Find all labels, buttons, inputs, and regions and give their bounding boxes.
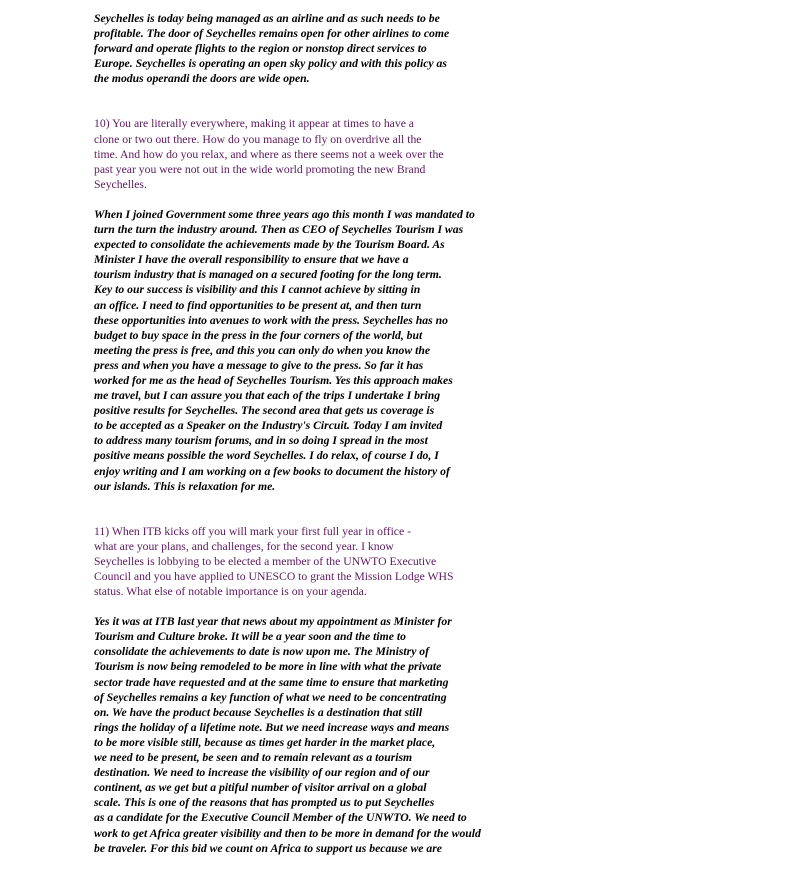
text-line: to be accepted as a Speaker on the Industry's Circuit. Today I am invited: [94, 419, 443, 433]
text-line: our islands. This is relaxation for me.: [94, 479, 276, 493]
document-page: [94, 11, 534, 856]
text-line: clone or two out there. How do you manage to fly on overdrive all the: [94, 132, 422, 146]
paragraph-spacer: [94, 86, 534, 116]
text-line: the modus operandi the doors are wide open.: [94, 72, 310, 86]
text-line: enjoy writing and I am working on a few books to document the history of: [94, 464, 450, 478]
text-line: these opportunities into avenues to work with the press. Seychelles has no: [94, 313, 448, 327]
text-line: 11) When ITB kicks off you will mark your first full year in office -: [94, 524, 411, 538]
text-line: scale. This is one of the reasons that has prompted us to put Seychelles: [94, 796, 435, 810]
answer-10-paragraph: [94, 207, 534, 494]
text-line: time. And how do you relax, and where as there seems not a week over the: [94, 147, 444, 161]
text-line: of Seychelles remains a key function of what we need to be concentrating: [94, 690, 447, 704]
text-line: work to get Africa greater visibility and then to be more in demand for the would: [94, 826, 481, 840]
text-line: we need to be present, be seen and to remain relevant as a tourism: [94, 751, 413, 765]
text-line: Minister I have the overall responsibility to ensure that we have a: [94, 253, 409, 267]
text-line: profitable. The door of Seychelles remains open for other airlines to come: [94, 27, 450, 41]
text-line: Seychelles.: [94, 177, 147, 191]
text-line: meeting the press is free, and this you can only do when you know the: [94, 343, 431, 357]
paragraph-spacer: [94, 599, 534, 614]
text-line: status. What else of notable importance is on your agenda.: [94, 585, 367, 599]
text-line: Council and you have applied to UNESCO to grant the Mission Lodge WHS: [94, 570, 454, 583]
text-line: what are your plans, and challenges, for the second year. I know: [94, 539, 394, 553]
text-line: destination. We need to increase the visibility of our region and of our: [94, 766, 430, 780]
text-line: budget to buy space in the press in the four corners of the world, but: [94, 328, 423, 342]
paragraph-spacer: [94, 494, 534, 524]
text-line: as a candidate for the Executive Council Member of the UNWTO. We need to: [94, 811, 467, 825]
text-line: Tourism and Culture broke. It will be a year soon and the time to: [94, 630, 406, 644]
text-line: to address many tourism forums, and in so doing I spread in the most: [94, 434, 428, 448]
text-line: an office. I need to find opportunities to be present at, and then turn: [94, 298, 422, 312]
answer-9-paragraph: [94, 11, 534, 86]
question-11-paragraph: [94, 524, 534, 599]
text-line: positive means possible the word Seychelles. I do relax, of course I do, I: [94, 449, 439, 463]
text-line: consolidate the achievements to date is now upon me. The Ministry of: [94, 645, 430, 659]
text-line: Seychelles is lobbying to be elected a member of the UNWTO Executive: [94, 554, 437, 568]
text-line: past year you were not out in the wide world promoting the new Brand: [94, 162, 426, 176]
text-line: continent, as we get but a pitiful number of visitor arrival on a global: [94, 781, 427, 795]
text-line: to be more visible still, because as times get harder in the market place,: [94, 735, 436, 749]
text-line: Seychelles is today being managed as an airline and as such needs to be: [94, 12, 440, 25]
text-line: be traveler. For this bid we count on Africa to support us because we are: [94, 841, 442, 855]
answer-11-paragraph: [94, 614, 534, 856]
text-line: turn the turn the industry around. Then as CEO of Seychelles Tourism I was: [94, 223, 464, 237]
text-line: Europe. Seychelles is operating an open sky policy and with this policy as: [94, 57, 447, 71]
text-line: Tourism is now being remodeled to be more in line with what the private: [94, 660, 442, 674]
text-line: Key to our success is visibility and this I cannot achieve by sitting in: [94, 283, 421, 297]
text-line: 10) You are literally everywhere, making it appear at times to have a: [94, 117, 414, 131]
text-line: expected to consolidate the achievements made by the Tourism Board. As: [94, 238, 445, 252]
text-line: positive results for Seychelles. The second area that gets us coverage is: [94, 404, 435, 418]
text-line: on. We have the product because Seychelles is a destination that still: [94, 705, 423, 719]
text-line: sector trade have requested and at the same time to ensure that marketing: [94, 675, 449, 689]
text-line: Yes it was at ITB last year that news about my appointment as Minister for: [94, 615, 452, 629]
text-line: tourism industry that is managed on a secured footing for the long term.: [94, 268, 442, 282]
paragraph-spacer: [94, 192, 534, 207]
text-line: forward and operate flights to the region or nonstop direct services to: [94, 42, 427, 56]
text-line: worked for me as the head of Seychelles Tourism. Yes this approach makes: [94, 373, 453, 387]
text-line: me travel, but I can assure you that each of the trips I undertake I bring: [94, 389, 441, 403]
question-10-paragraph: [94, 116, 534, 191]
text-line: rings the holiday of a lifetime note. But we need increase ways and means: [94, 720, 450, 734]
text-line: When I joined Government some three years ago this month I was mandated to: [94, 207, 475, 221]
text-line: press and when you have a message to give to the press. So far it has: [94, 358, 424, 372]
